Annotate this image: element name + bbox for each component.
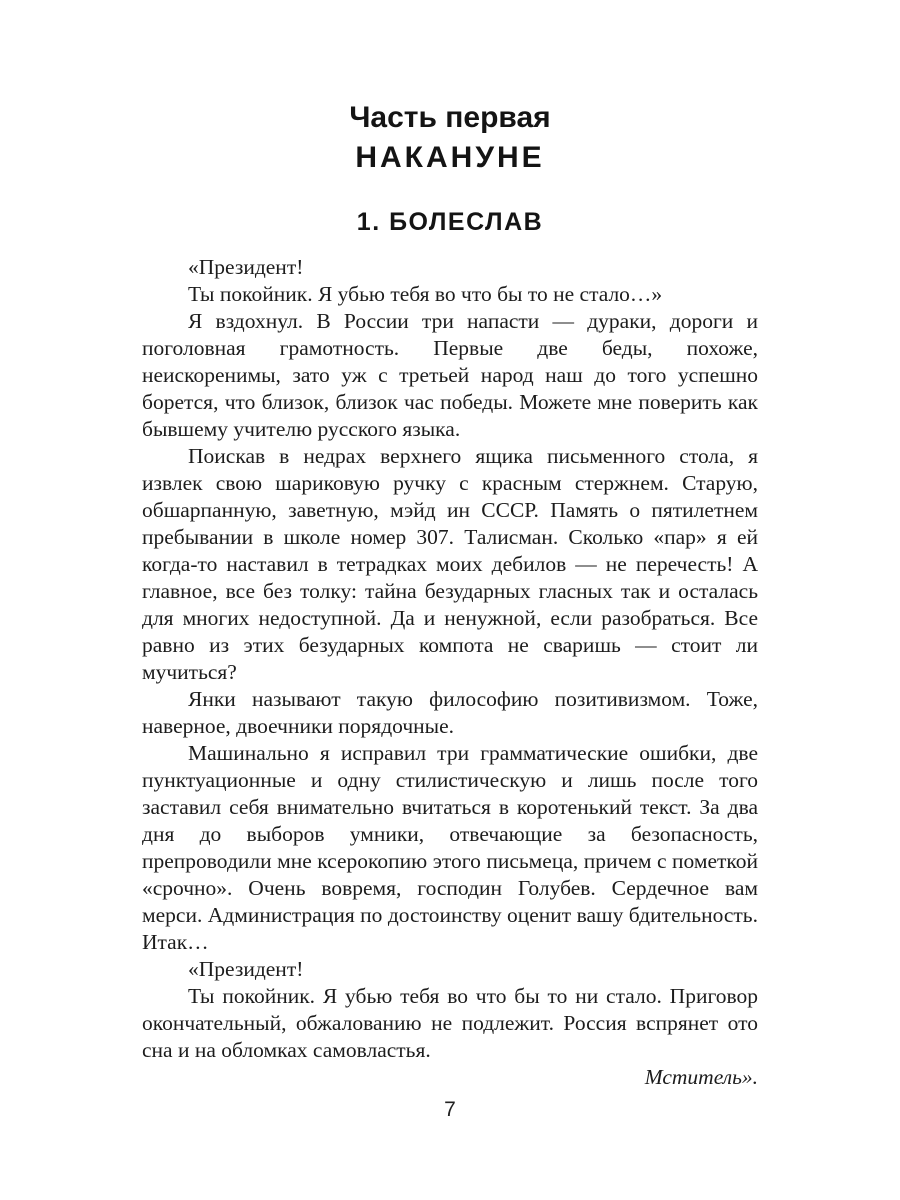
- paragraph-narration-1: Я вздохнул. В России три напасти — дураки, дороги и поголовная грамотность. Первые две беды, похоже, неискоренимы, зато уж с третьей народ наш до того успешно борется, что близок, близок час победы. Можете мне поверить как бывшему учителю русского языка.: [142, 309, 758, 441]
- chapter-heading: 1. БОЛЕСЛАВ: [356, 208, 544, 236]
- paragraph-narration-4: Машинально я исправил три грамматические ошибки, две пунктуационные и одну стилистическую и лишь после того заставил себя внимательно вчитаться в коротенький текст. За два дня до выборов умники, отвечающие за безопасность, препроводили мне ксерокопию этого письмеца, причем с пометкой «срочно». Очень вовремя, господин Голубев. Сердечное вам мерси. Администрация по достоинству оценит вашу бдительность. Итак…: [142, 741, 758, 954]
- paragraph-narration-3: Янки называют такую философию позитивизмом. Тоже, наверное, двоечники порядочные.: [142, 687, 758, 738]
- paragraph-narration-2: Поискав в недрах верхнего ящика письменного стола, я извлек свою шариковую ручку с красным стержнем. Старую, обшарпанную, заветную, мэйд ин СССР. Память о пятилетнем пребывании в школе номер 307. Талисман. Сколько «пар» я ей когда-то наставил в тетрадках моих дебилов — не перечесть! А главное, все без толку: тайна безударных гласных так и осталась для многих недоступной. Да и ненужной, если разобраться. Все равно из этих безударных компота не сваришь — стоит ли мучиться?: [142, 444, 758, 684]
- part-title: НАКАНУНЕ: [355, 141, 545, 174]
- paragraph-letter-body: Ты покойник. Я убью тебя во что бы то ни стало. Приговор окончательный, обжалованию не подлежит. Россия вспрянет ото сна и на обломках самовластья.: [142, 984, 758, 1062]
- part-heading: Часть первая: [349, 101, 551, 134]
- page-headings: [142, 98, 758, 238]
- body-text: [142, 254, 758, 1091]
- paragraph-letter-open: «Президент!: [188, 957, 304, 981]
- paragraph-quote-open: «Президент!: [188, 255, 304, 279]
- paragraph-quote-threat: Ты покойник. Я убью тебя во что бы то не стало…»: [188, 282, 663, 306]
- page-number: 7: [444, 1098, 456, 1121]
- letter-signature: Мститель».: [644, 1065, 758, 1089]
